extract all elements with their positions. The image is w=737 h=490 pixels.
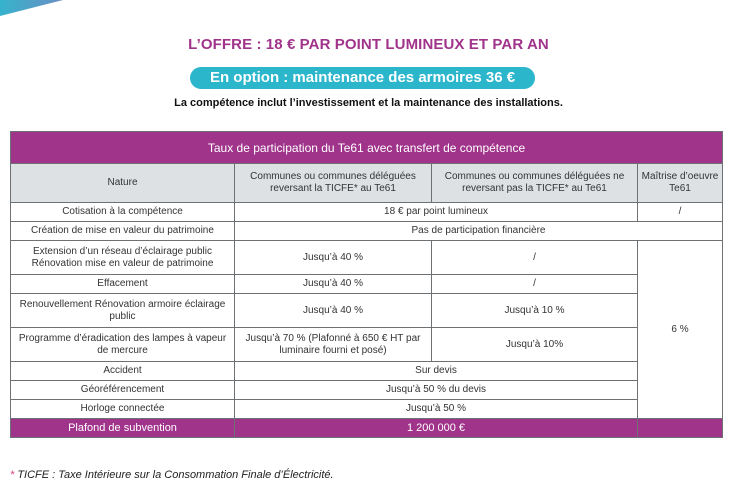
table-header-row	[11, 164, 723, 203]
nature-cell: Effacement	[11, 275, 235, 294]
value-cell: Jusqu’à 50 %	[235, 400, 638, 419]
non-reversant-cell: Jusqu’à 10 %	[432, 294, 638, 328]
table-row	[11, 328, 723, 362]
non-reversant-cell: /	[432, 241, 638, 275]
non-reversant-cell: Jusqu’à 10%	[432, 328, 638, 362]
reversant-cell: Jusqu’à 40 %	[235, 241, 432, 275]
nature-cell: Géoréférencement	[11, 381, 235, 400]
footnote-text: TICFE : Taxe Intérieure sur la Consommation Finale d’Électricité.	[14, 469, 334, 481]
table-row	[11, 400, 723, 419]
option-pill: En option : maintenance des armoires 36 €	[190, 67, 535, 89]
column-header-nature: Nature	[11, 164, 235, 203]
column-header-non-reversant: Communes ou communes déléguées ne reversant pas la TICFE* au Te61	[432, 164, 638, 203]
moe-cell: /	[638, 203, 723, 222]
table-row	[11, 203, 723, 222]
decorative-corner-shape	[0, 0, 70, 18]
value-cell: Sur devis	[235, 362, 638, 381]
offer-title: L’OFFRE : 18 € PAR POINT LUMINEUX ET PAR AN	[188, 36, 549, 53]
table-row	[11, 381, 723, 400]
nature-cell: Programme d’éradication des lampes à vapeur de mercure	[11, 328, 235, 362]
table-row	[11, 222, 723, 241]
non-reversant-cell: /	[432, 275, 638, 294]
value-cell: Pas de participation financière	[235, 222, 723, 241]
nature-cell: Création de mise en valeur du patrimoine	[11, 222, 235, 241]
reversant-cell: Jusqu’à 70 % (Plafonné à 650 € HT par luminaire fourni et posé)	[235, 328, 432, 362]
reversant-cell: Jusqu’à 40 %	[235, 294, 432, 328]
nature-cell: Horloge connectée	[11, 400, 235, 419]
nature-cell: Renouvellement Rénovation armoire éclairage public	[11, 294, 235, 328]
table-row	[11, 362, 723, 381]
plafond-empty-cell	[638, 419, 723, 438]
plafond-row	[11, 419, 723, 438]
column-header-maitrise-oeuvre: Maîtrise d’oeuvre Te61	[638, 164, 723, 203]
value-cell: 18 € par point lumineux	[235, 203, 638, 222]
table-title-row	[11, 132, 723, 164]
footnote-asterisk: *	[10, 469, 15, 481]
table-title: Taux de participation du Te61 avec transfert de compétence	[11, 132, 723, 164]
plafond-value: 1 200 000 €	[235, 419, 638, 438]
table-row	[11, 241, 723, 275]
nature-cell: Extension d’un réseau d’éclairage public Rénovation mise en valeur de patrimoine	[11, 241, 235, 275]
participation-table	[10, 131, 723, 438]
footnote	[10, 469, 334, 481]
plafond-label: Plafond de subvention	[11, 419, 235, 438]
moe-merged-cell: 6 %	[638, 241, 723, 419]
subtitle: La compétence inclut l’investissement et la maintenance des installations.	[174, 97, 563, 109]
nature-cell: Cotisation à la compétence	[11, 203, 235, 222]
reversant-cell: Jusqu’à 40 %	[235, 275, 432, 294]
nature-cell: Accident	[11, 362, 235, 381]
column-header-reversant: Communes ou communes déléguées reversant la TICFE* au Te61	[235, 164, 432, 203]
table-row	[11, 294, 723, 328]
value-cell: Jusqu’à 50 % du devis	[235, 381, 638, 400]
table-row	[11, 275, 723, 294]
